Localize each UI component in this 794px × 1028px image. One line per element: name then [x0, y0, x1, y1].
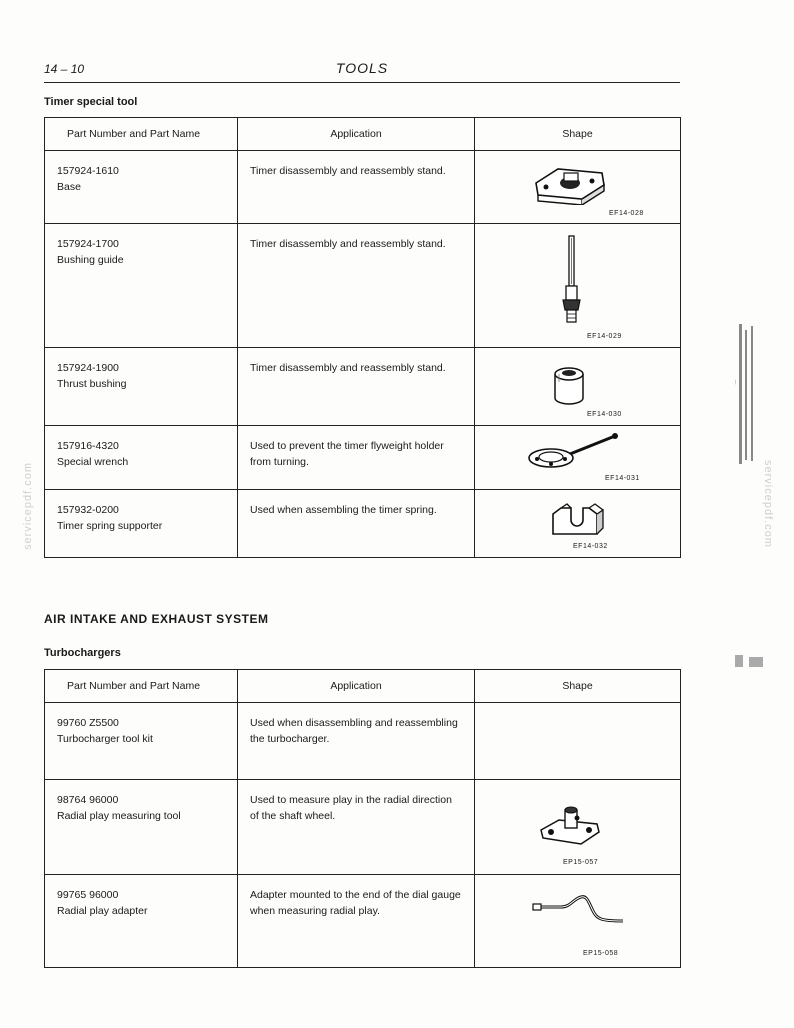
column-header-part: Part Number and Part Name — [45, 118, 238, 151]
application-text: Timer disassembly and reassembly stand. — [238, 151, 475, 224]
table-row — [45, 490, 681, 558]
table-row — [45, 875, 681, 968]
shape-cell — [475, 426, 681, 490]
shape-cell — [475, 490, 681, 558]
part-name: Radial play adapter — [57, 905, 148, 918]
watermark-left: servicepdf.com — [22, 462, 34, 550]
table-header-row — [45, 118, 681, 151]
thrust-bushing-icon — [549, 362, 589, 406]
scan-artifact-marks — [735, 320, 785, 680]
figure-number: EF14-030 — [587, 411, 622, 418]
shape-cell — [475, 151, 681, 224]
shape-cell — [475, 703, 681, 780]
part-number: 99760 Z5500 — [57, 717, 119, 729]
radial-play-adapter-icon — [531, 889, 627, 929]
application-text: Used when assembling the timer spring. — [238, 490, 475, 558]
table-row — [45, 780, 681, 875]
column-header-shape: Shape — [475, 670, 681, 703]
watermark-right: servicepdf.com — [762, 460, 774, 548]
table-row — [45, 348, 681, 426]
radial-play-tool-icon — [537, 804, 603, 848]
part-number: 157924-1900 — [57, 362, 119, 374]
application-text: Used to prevent the timer flyweight holder from turning. — [238, 426, 475, 490]
part-name: Base — [57, 181, 81, 194]
part-name: Special wrench — [57, 456, 129, 469]
figure-number: EF14-028 — [609, 210, 644, 217]
shape-cell — [475, 780, 681, 875]
table-row — [45, 224, 681, 348]
special-wrench-icon — [525, 432, 621, 472]
page-number: 14 – 10 — [44, 62, 85, 76]
application-text: Used to measure play in the radial direction of the shaft wheel. — [238, 780, 475, 875]
column-header-part: Part Number and Part Name — [45, 670, 238, 703]
base-plate-icon — [530, 161, 610, 205]
section-heading: AIR INTAKE AND EXHAUST SYSTEM — [44, 612, 269, 626]
figure-number: EF14-029 — [587, 333, 622, 340]
timer-section-label: Timer special tool — [44, 96, 138, 108]
column-header-application: Application — [238, 670, 475, 703]
application-text: Used when disassembling and reassembling the turbocharger. — [238, 703, 475, 780]
table-row — [45, 151, 681, 224]
column-header-application: Application — [238, 118, 475, 151]
part-number: 157924-1610 — [57, 165, 119, 177]
figure-number: EP15-057 — [563, 859, 599, 866]
part-name: Radial play measuring tool — [57, 810, 181, 823]
timer-tools-table — [44, 117, 681, 558]
turbocharger-section-label: Turbochargers — [44, 647, 121, 659]
part-name: Turbocharger tool kit — [57, 733, 153, 746]
table-header-row — [45, 670, 681, 703]
table-row — [45, 426, 681, 490]
part-number: 98764 96000 — [57, 794, 119, 806]
figure-number: EF14-031 — [605, 475, 640, 482]
figure-number: EP15-058 — [583, 950, 619, 957]
part-number: 157916-4320 — [57, 440, 119, 452]
part-number: 99765 96000 — [57, 889, 119, 901]
shape-cell — [475, 348, 681, 426]
figure-number: EF14-032 — [573, 543, 608, 550]
page-title: TOOLS — [335, 60, 389, 76]
shape-cell — [475, 224, 681, 348]
application-text: Timer disassembly and reassembly stand. — [238, 224, 475, 348]
spring-supporter-icon — [549, 500, 605, 536]
bushing-guide-icon — [557, 234, 587, 328]
application-text: Adapter mounted to the end of the dial gauge when measuring radial play. — [238, 875, 475, 968]
part-number: 157924-1700 — [57, 238, 119, 250]
shape-cell — [475, 875, 681, 968]
part-name: Timer spring supporter — [57, 520, 163, 533]
table-row — [45, 703, 681, 780]
part-name: Thrust bushing — [57, 378, 127, 391]
part-name: Bushing guide — [57, 254, 124, 267]
page-header — [44, 60, 680, 83]
column-header-shape: Shape — [475, 118, 681, 151]
application-text: Timer disassembly and reassembly stand. — [238, 348, 475, 426]
turbocharger-tools-table — [44, 669, 681, 968]
part-number: 157932-0200 — [57, 504, 119, 516]
